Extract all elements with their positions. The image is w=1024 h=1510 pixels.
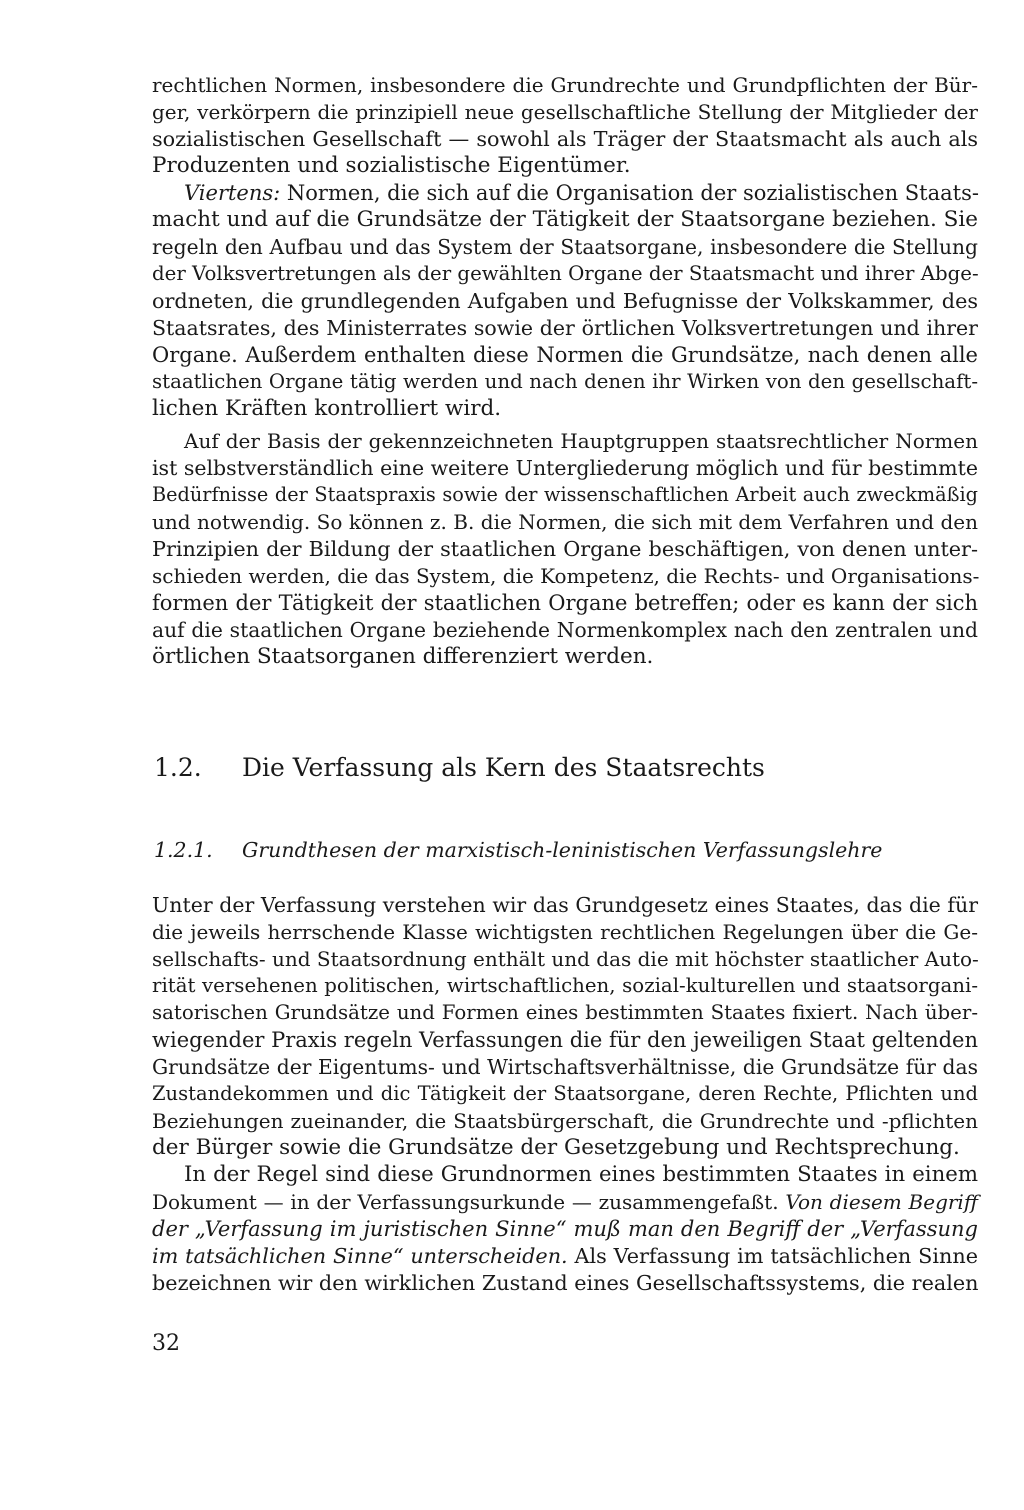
text-line: formen der Tätigkeit der staatlichen Organe betreffen; oder es kann der sich	[152, 591, 978, 615]
section-title: Die Verfassung als Kern des Staatsrechts	[242, 753, 765, 782]
italic-span: Von diesem Begriff	[785, 1190, 978, 1214]
text-line: sozialistischen Gesellschaft — sowohl als Träger der Staatsmacht als auch als	[152, 127, 978, 151]
text-span: Normen, die sich auf die Organisation der sozialistischen Staats-	[280, 181, 979, 205]
text-line: auf die staatlichen Organe beziehende Normenkomplex nach den zentralen und	[152, 618, 978, 642]
text-line: örtlichen Staatsorganen differenziert werden.	[152, 644, 654, 669]
text-line: Grundsätze der Eigentums- und Wirtschaftsverhältnisse, die Grundsätze für das	[152, 1055, 978, 1079]
text-line: Auf der Basis der gekennzeichneten Hauptgruppen staatsrechtlicher Normen	[184, 429, 978, 453]
text-line: wiegender Praxis regeln Verfassungen die für den jeweiligen Staat geltenden	[152, 1028, 978, 1052]
text-line: der „Verfassung im juristischen Sinne“ muß man den Begriff der „Verfassung	[152, 1217, 978, 1241]
subsection-title: Grundthesen der marxistisch-leninistischen Verfassungslehre	[242, 838, 883, 862]
text-line: und notwendig. So können z. B. die Normen, die sich mit dem Verfahren und den	[152, 510, 978, 534]
text-line: schieden werden, die das System, die Kompetenz, die Rechts- und Organisations-	[152, 564, 980, 588]
text-line: staatlichen Organe tätig werden und nach denen ihr Wirken von den gesellschaft-	[152, 370, 978, 393]
text-line: regeln den Aufbau und das System der Staatsorgane, insbesondere die Stellung	[152, 235, 978, 259]
page-number: 32	[152, 1331, 180, 1356]
text-line: Zustandekommen und dic Tätigkeit der Staatsorgane, deren Rechte, Pflichten und	[152, 1082, 978, 1105]
text-line: Produzenten und sozialistische Eigentümer.	[152, 153, 631, 178]
text-line: lichen Kräften kontrolliert wird.	[152, 396, 502, 421]
text-line	[152, 1243, 978, 1269]
text-line	[152, 1189, 978, 1215]
text-line: rechtlichen Normen, insbesondere die Grundrechte und Grundpflichten der Bür-	[152, 73, 978, 97]
text-span: Als Verfassung im tatsächlichen Sinne	[567, 1244, 978, 1268]
subsection-number: 1.2.1.	[154, 838, 213, 862]
italic-lead: Viertens:	[184, 181, 281, 205]
italic-span: im tatsächlichen Sinne“ unterscheiden.	[152, 1244, 568, 1268]
text-line: ger, verkörpern die prinzipiell neue gesellschaftliche Stellung der Mitglieder der	[152, 100, 978, 124]
text-line: die jeweils herrschende Klasse wichtigsten rechtlichen Regelungen über die Ge-	[152, 920, 978, 944]
text-line: rität versehenen politischen, wirtschaftlichen, sozial-kulturellen und staatsorgani-	[152, 974, 978, 997]
section-number: 1.2.	[154, 753, 202, 782]
text-line: Unter der Verfassung verstehen wir das Grundgesetz eines Staates, das die für	[152, 893, 978, 917]
text-line: Beziehungen zueinander, die Staatsbürgerschaft, die Grundrechte und -pflichten	[152, 1109, 978, 1133]
text-line: ordneten, die grundlegenden Aufgaben und Befugnisse der Volkskammer, des	[152, 289, 978, 313]
text-line: Prinzipien der Bildung der staatlichen Organe beschäftigen, von denen unter-	[152, 537, 978, 561]
text-line: macht und auf die Grundsätze der Tätigkeit der Staatsorgane beziehen. Sie	[152, 207, 978, 232]
text-line: der Volksvertretungen als der gewählten Organe der Staatsmacht und ihrer Abge-	[152, 262, 979, 285]
text-line: Bedürfnisse der Staatspraxis sowie der wissenschaftlichen Arbeit auch zweckmäßig	[152, 483, 978, 506]
text-line: In der Regel sind diese Grundnormen eines bestimmten Staates in einem	[184, 1162, 978, 1187]
text-line	[184, 180, 978, 206]
text-line: Staatsrates, des Ministerrates sowie der örtlichen Volksvertretungen und ihrer	[152, 316, 978, 340]
text-span: Dokument — in der Verfassungsurkunde — zusammengefaßt.	[152, 1190, 786, 1214]
text-line: Organe. Außerdem enthalten diese Normen die Grundsätze, nach denen alle	[152, 343, 978, 367]
text-line: satorischen Grundsätze und Formen eines bestimmten Staates fixiert. Nach über-	[152, 1001, 978, 1024]
text-line: ist selbstverständlich eine weitere Untergliederung möglich und für bestimmte	[152, 456, 978, 480]
text-line: bezeichnen wir den wirklichen Zustand eines Gesellschaftssystems, die realen	[152, 1271, 979, 1295]
text-line: sellschafts- und Staatsordnung enthält und das die mit höchster staatlicher Auto-	[152, 947, 979, 971]
text-line: der Bürger sowie die Grundsätze der Gesetzgebung und Rechtsprechung.	[152, 1135, 960, 1160]
